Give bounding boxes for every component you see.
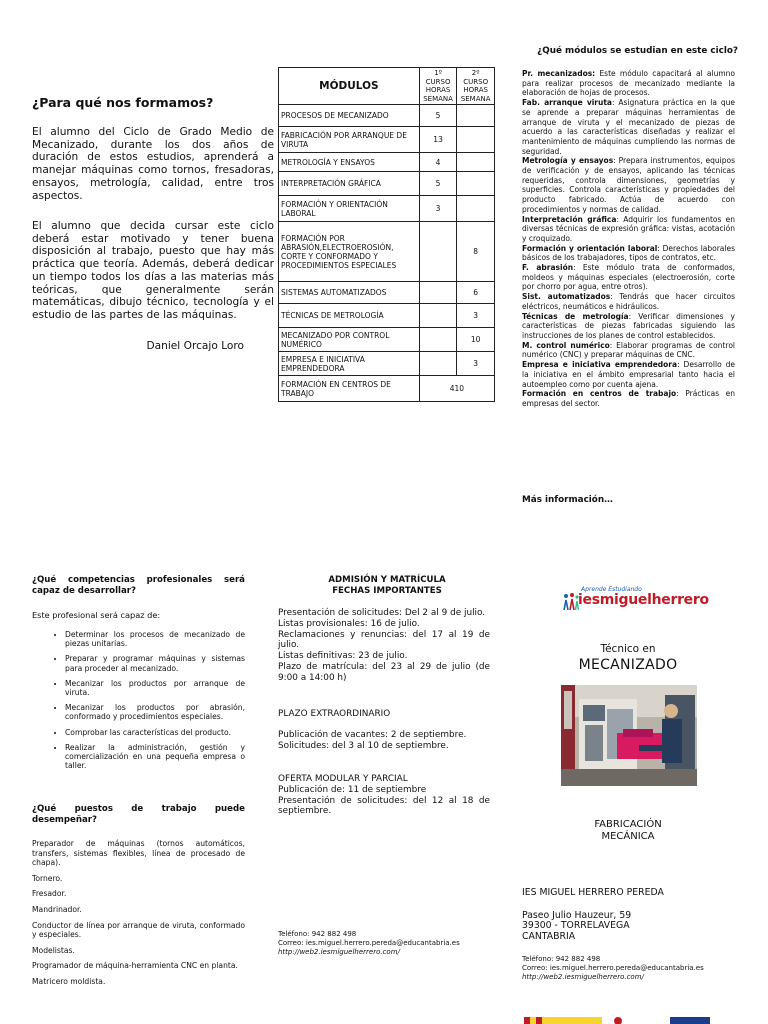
- module-description-text: : Este módulo trata de conformados, moldeos y máquinas especiales (electroerosión, corte por chorro por agua, entre otros).: [522, 263, 735, 292]
- address-street: Paseo Julio Hauzeur, 59: [522, 909, 632, 921]
- school-logo: [563, 586, 709, 616]
- puesto-item: Conductor de línea por arranque de viruta, conformado y especiales.: [32, 920, 245, 940]
- module-description: [522, 389, 735, 408]
- modules-table: [278, 67, 495, 402]
- puesto-item: Modelistas.: [32, 945, 75, 955]
- puesto-item: Preparador de máquinas (tornos automáticos, transfers, sistemas flexibles, línea de procesado de chapa).: [32, 839, 245, 868]
- author-name: Daniel Orcajo Loro: [146, 340, 244, 352]
- module-hours-year2: [457, 105, 495, 127]
- competencias-list: [32, 630, 245, 776]
- module-name: INTERPRETACIÓN GRÁFICA: [279, 172, 420, 196]
- module-description-term: F. abrasión: [522, 263, 574, 273]
- module-hours-year1: 13: [419, 127, 457, 153]
- module-description-term: Pr. mecanizados:: [522, 69, 596, 78]
- module-hours-year2: 6: [457, 282, 495, 304]
- module-row: [279, 304, 495, 328]
- module-description-text: : Desarrollo de la iniciativa en el ámbito empresarial tanto hacia el autoempleo como por cuenta ajena.: [522, 360, 735, 389]
- module-name: FABRICACIÓN POR ARRANQUE DE VIRUTA: [279, 127, 420, 153]
- logo-school-name: miguelherrero: [599, 592, 709, 608]
- competencias-heading: ¿Qué competencias profesionales será capaz de desarrollar?: [32, 575, 245, 596]
- module-description-term: Técnicas de metrología: [522, 311, 629, 321]
- contact-phone: Teléfono: 942 882 498: [522, 955, 601, 963]
- puestos-heading: ¿Qué puestos de trabajo puede desempeñar?: [32, 804, 245, 825]
- extraordinario-date-line: Publicación de vacantes: 2 de septiembre.: [278, 730, 467, 740]
- module-description-text: : Prepara instrumentos, equipos de verificación y de ensayos, aplicando las técnicas requeridas, controla dimensiones, geometrías y superficies. Controla características y propiedades del producto fabricado. Actúa de acuerdo con procedimientos y normas de calidad.: [522, 156, 735, 214]
- admision-date-line: Plazo de matrícula: del 23 al 29 de julio (de 9:00 a 14:00 h): [278, 661, 490, 683]
- module-description-text: : Elaborar programas de control numérico (CNC) y preparar máquinas de CNC.: [522, 340, 735, 360]
- intro-paragraph-1: El alumno del Ciclo de Grado Medio de Mecanizado, durante los dos años de duración de estos estudios, aprenderá a manejar máquinas como tornos, fresadoras, ensayos, metrología, calidad, entre tros aspectos.: [32, 126, 274, 202]
- module-hours-year1: [419, 304, 457, 328]
- admision-date-line: Listas provisionales: 16 de julio.: [278, 618, 420, 629]
- module-hours-year1: 5: [419, 172, 457, 196]
- puesto-item: Tornero.: [32, 873, 63, 883]
- module-name: MECANIZADO POR CONTROL NUMÉRICO: [279, 328, 420, 352]
- module-hours-year2: [457, 127, 495, 153]
- module-description-text: Este módulo capacitará al alumno para realizar procesos de mecanizado mediante la elaboración de hojas de procesos.: [522, 69, 735, 98]
- contact-phone: Teléfono: 942 882 498: [278, 930, 357, 938]
- modular-title: OFERTA MODULAR Y PARCIAL: [278, 774, 408, 784]
- module-description-text: : Prácticas en empresas del sector.: [522, 389, 736, 408]
- modular-date-line: Presentación de solicitudes: del 12 al 18 de septiembre.: [278, 795, 490, 817]
- module-description: [522, 312, 735, 341]
- module-description-term: Fab. arranque viruta: [522, 98, 612, 108]
- contact-email[interactable]: Correo: ies.miguel.herrero.pereda@educantabria.es: [278, 939, 460, 947]
- module-hours-year1: [419, 352, 457, 376]
- module-description-term: Sist. automatizados: [522, 292, 611, 302]
- module-row: [279, 127, 495, 153]
- puesto-item: Matricero moldista.: [32, 976, 106, 986]
- admision-heading: [278, 575, 496, 597]
- module-hours-total: 410: [419, 376, 494, 402]
- competencia-item: • Mecanizar los productos por abrasión, conformado y procedimientos especiales.: [65, 703, 245, 721]
- module-description: [522, 156, 735, 214]
- family-line-1: FABRICACIÓN: [594, 819, 662, 830]
- module-name: PROCESOS DE MECANIZADO: [279, 105, 420, 127]
- modules-table-body: [279, 105, 495, 402]
- more-info-link[interactable]: Más información…: [522, 495, 613, 505]
- admision-dates: [278, 608, 490, 684]
- workshop-photo: [561, 685, 697, 786]
- puestos-list: [32, 839, 245, 993]
- puesto-item: Programador de máquina-herramienta CNC en planta.: [32, 961, 238, 971]
- module-hours-year2: 3: [457, 352, 495, 376]
- contact-email[interactable]: Correo: ies.miguel.herrero.pereda@educantabria.es: [522, 964, 704, 972]
- intro-paragraph-2: El alumno que decida cursar este ciclo deberá estar motivado y tener buena disposición al trabajo, puesto que hay más práctica que teoría. Además, deberá dedicar un tiempo todos los días a las materias más teóricas, que generalmente serán matemáticas, dibujo técnico, tecnología y el estudio de las partes de las máquinas.: [32, 220, 274, 321]
- school-name: IES MIGUEL HERRERO PEREDA: [522, 887, 664, 898]
- admision-date-line: Reclamaciones y renuncias: del 17 al 19 de julio.: [278, 629, 490, 651]
- module-description-term: Formación en centros de trabajo: [522, 389, 677, 399]
- competencia-item: • Mecanizar los productos por arranque de viruta.: [65, 679, 245, 697]
- extraordinario-date-line: Solicitudes: del 3 al 10 de septiembre.: [278, 740, 449, 751]
- modules-header: MÓDULOS: [279, 68, 420, 105]
- institutional-logos: [520, 1015, 740, 1024]
- competencia-item: • Preparar y programar máquinas y sistemas para proceder al mecanizado.: [65, 654, 245, 672]
- module-description-list: [522, 69, 735, 409]
- module-row: [279, 153, 495, 172]
- module-description-text: : Asignatura práctica en la que se aprende a preparar máquinas herramientas de arranque de viruta y el mecanizado de piezas de acuerdo a las características diseñadas y realizar el mantenimiento de máquinas cumpliendo las normas de seguridad.: [522, 98, 735, 156]
- module-description-term: Metrología y ensayos: [522, 156, 614, 166]
- module-description: [522, 341, 735, 360]
- extraordinario-title: PLAZO EXTRAORDINARIO: [278, 709, 391, 719]
- module-description-text: : Tendrás que hacer circuitos eléctricos, neumáticos e hidráulicos.: [522, 292, 735, 311]
- module-description: [522, 244, 735, 263]
- spain-flag-icon: [524, 1017, 530, 1024]
- module-name: EMPRESA E INICIATIVA EMPRENDEDORA: [279, 352, 420, 376]
- cantabria-crest-icon: [614, 1017, 622, 1024]
- contact-info: [278, 930, 498, 957]
- module-description: [522, 360, 735, 389]
- competencia-item: • Determinar los procesos de mecanizado de piezas unitarias.: [65, 630, 245, 648]
- admision-heading-line1: ADMISIÓN Y MATRÍCULA: [328, 575, 446, 585]
- module-row: [279, 172, 495, 196]
- logo-wordmark: [578, 592, 709, 608]
- module-name: SISTEMAS AUTOMATIZADOS: [279, 282, 420, 304]
- logo-tagline: Aprende Estudiando: [581, 586, 642, 593]
- module-hours-year1: 3: [419, 196, 457, 222]
- module-hours-year2: [457, 153, 495, 172]
- puesto-item: Fresador.: [32, 889, 67, 899]
- year1-header: 1º CURSO HORAS SEMANA: [419, 68, 457, 105]
- module-description: [522, 215, 735, 244]
- eu-flag-icon: [670, 1017, 710, 1024]
- module-row: [279, 352, 495, 376]
- modules-description-heading: ¿Qué módulos se estudian en este ciclo?: [537, 46, 738, 56]
- module-description-term: Interpretación gráfica: [522, 214, 617, 224]
- modular-date-line: Publicación de: 11 de septiembre: [278, 784, 427, 795]
- module-description: [522, 263, 735, 292]
- admision-date-line: Presentación de solicitudes: Del 2 al 9 de julio.: [278, 608, 486, 618]
- module-hours-year2: [457, 196, 495, 222]
- module-name: FORMACIÓN POR ABRASIÓN,ELECTROEROSIÓN, CORTE Y CONFORMADO Y PROCEDIMIENTOS ESPECIALES: [279, 222, 420, 282]
- professional-family: [563, 819, 693, 843]
- module-name: FORMACIÓN EN CENTROS DE TRABAJO: [279, 376, 420, 402]
- module-row: [279, 282, 495, 304]
- competencia-item: • Comprobar las características del producto.: [65, 728, 245, 737]
- module-hours-year2: 3: [457, 304, 495, 328]
- modular-block: [278, 774, 490, 817]
- contact-info-cover: [522, 955, 742, 982]
- module-row: [279, 105, 495, 127]
- module-description: [522, 292, 735, 311]
- module-hours-year1: [419, 328, 457, 352]
- competencias-intro: Este profesional será capaz de:: [32, 610, 161, 620]
- contact-web[interactable]: http://web2.iesmiguelherrero.com/: [522, 973, 644, 981]
- extraordinario-dates: [278, 730, 490, 752]
- year2-header: 2º CURSO HORAS SEMANA: [457, 68, 495, 105]
- module-description: [522, 69, 735, 98]
- module-row: [279, 328, 495, 352]
- address-spacer: [522, 899, 742, 911]
- contact-web[interactable]: http://web2.iesmiguelherrero.com/: [278, 948, 400, 956]
- module-hours-year2: 8: [457, 222, 495, 282]
- module-hours-year2: [457, 172, 495, 196]
- module-hours-year2: 10: [457, 328, 495, 352]
- module-description-text: : Verificar dimensiones y características de piezas fabricadas siguiendo las instrucciones de los planes de control establecidos.: [522, 311, 735, 340]
- module-name: FORMACIÓN Y ORIENTACIÓN LABORAL: [279, 196, 420, 222]
- puesto-item: Mandrinador.: [32, 904, 82, 914]
- module-description: [522, 98, 735, 156]
- module-description-term: Formación y orientación laboral: [522, 243, 658, 253]
- module-row: [279, 222, 495, 282]
- module-hours-year1: [419, 282, 457, 304]
- module-description-text: : Adquirir los fundamentos en diversas técnicas de expresión gráfica: vistas, acotación y croquizado.: [522, 214, 735, 243]
- school-address: [522, 888, 742, 942]
- admision-date-line: Listas definitivas: 23 de julio.: [278, 651, 408, 662]
- intro-heading: ¿Para qué nos formamos?: [32, 95, 214, 110]
- module-name: METROLOGÍA Y ENSAYOS: [279, 153, 420, 172]
- admision-heading-line2: FECHAS IMPORTANTES: [332, 586, 442, 596]
- logo-figures-icon: [563, 592, 579, 610]
- module-description-term: Empresa e iniciativa emprendedora: [522, 360, 678, 370]
- cover-title: MECANIZADO: [578, 657, 678, 673]
- module-name: TÉCNICAS DE METROLOGÍA: [279, 304, 420, 328]
- address-region: CANTABRIA: [522, 930, 576, 942]
- module-row: [279, 196, 495, 222]
- competencia-item: • Realizar la administración, gestión y comercialización en una pequeña empresa o taller.: [65, 743, 245, 771]
- module-hours-year1: 5: [419, 105, 457, 127]
- family-line-2: MECÁNICA: [601, 831, 655, 842]
- logo-ies: ies: [578, 592, 600, 608]
- module-description-term: M. control numérico: [522, 340, 610, 350]
- cover-subtitle: Técnico en: [600, 643, 656, 655]
- modules-table-header: [279, 68, 495, 105]
- module-hours-year1: [419, 222, 457, 282]
- module-hours-year1: 4: [419, 153, 457, 172]
- address-city: 39300 - TORRELAVEGA: [522, 920, 630, 931]
- module-description-text: : Derechos laborales básicos de los trabajadores, tipos de contratos, etc.: [522, 243, 736, 263]
- module-row-fct: [279, 376, 495, 402]
